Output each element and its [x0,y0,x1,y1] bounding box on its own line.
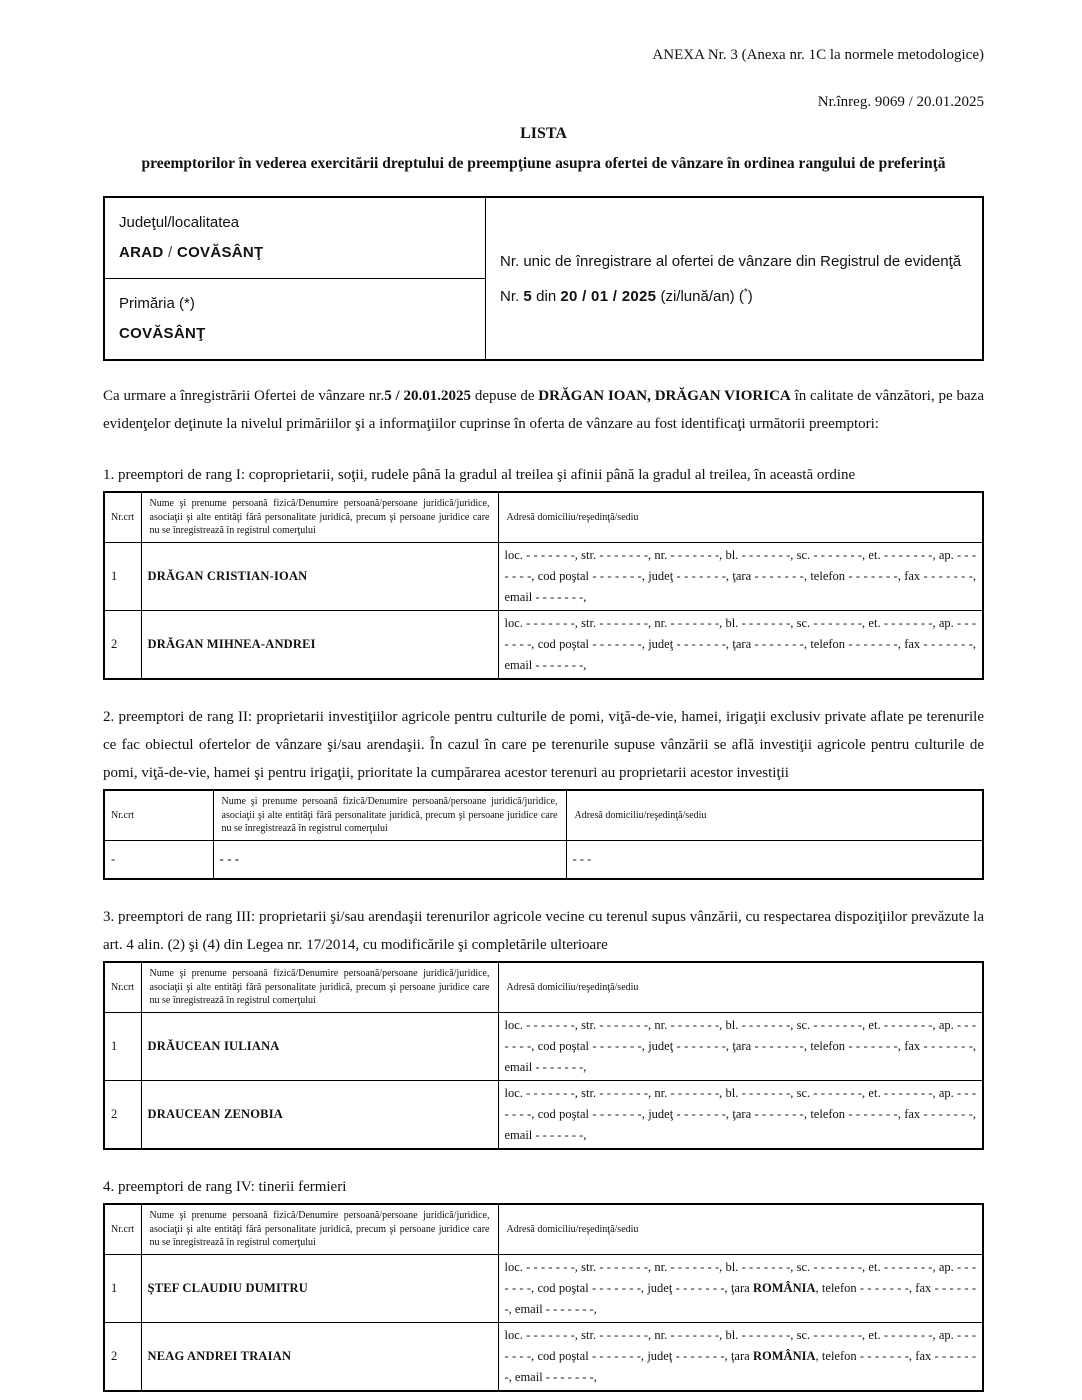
row-number: 2 [104,1081,141,1150]
table-header-row [104,962,983,1013]
county-name: ARAD [119,244,164,261]
table-row [104,1081,983,1150]
reg-nr-number: 5 [523,287,532,305]
preemptor-sections [103,461,984,1392]
preemptor-name: NEAG ANDREI TRAIAN [141,1323,498,1392]
address-before-country: loc. - - - - - - -, str. - - - - - - -, nr. - - - - - - -, bl. - - - - - - -, sc. - - - - - - -, et. - - - - - - -, ap. - - - - - - -, cod poştal - - - - - - -, judeţ - - - - - - -, ţara [504,1018,976,1053]
row-number: 1 [104,543,141,611]
city-hall-label: Primăria (*) [119,295,195,312]
preemptor-address [498,1081,983,1150]
col-header-nrcrt: Nr.crt [104,492,141,543]
anexa-reference-line: ANEXA Nr. 3 (Anexa nr. 1C la normele metodologice) [652,47,984,63]
address-country: - - - - - - - [754,637,804,651]
row-number: - [104,841,213,880]
address-after-country: , telefon - - - - - - -, fax - - - - - - -, email - - - - - - -, [504,637,976,672]
address-after-country: , telefon - - - - - - -, fax - - - - - - -, email - - - - - - -, [504,1281,977,1316]
address-after-country: , telefon - - - - - - -, fax - - - - - - -, email - - - - - - -, [504,1039,976,1074]
reg-nr-prefix: Nr. [500,287,524,305]
address-after-country: , telefon - - - - - - -, fax - - - - - - -, email - - - - - - -, [504,1107,976,1142]
reg-nr-date: 20 / 01 / 2025 [560,287,657,305]
col-header-name: Nume şi prenume persoană fizică/Denumire persoană/persoane juridică/juridice, asociaţii şi alte entităţi fără personalitate juridică, precum şi persoane juridice care nu se înregistrează în registrul comerţului [213,790,566,841]
preemptors-table [103,1203,984,1392]
registration-number-value [500,277,968,312]
preemptors-table [103,961,984,1150]
preemptor-name: DRĂGAN CRISTIAN-IOAN [141,543,498,611]
col-header-name: Nume şi prenume persoană fizică/Denumire persoană/persoane juridică/juridice, asociaţii şi alte entităţi fără personalitate juridică, precum şi persoane juridice care nu se înregistrează în registrul comerţului [141,1204,498,1255]
preemptor-rank-section [103,461,984,680]
col-header-nrcrt: Nr.crt [104,790,213,841]
address-before-country: - - - [572,852,592,866]
preemptors-table [103,789,984,880]
section-heading: 3. preemptori de rang III: proprietarii şi/sau arendaşii terenurilor agricole vecine cu terenul supus vânzării, cu respectarea dispoziţiilor prevăzute la art. 4 alin. (2) şi (4) din Legea nr. 17/2014, cu modificările şi completările ulterioare [103,909,984,953]
preemptor-address [498,1323,983,1392]
section-heading: 2. preemptori de rang II: proprietarii investiţiilor agricole pentru culturile de pomi, viţă-de-vie, hamei, irigaţii exclusiv private aflate pe terenurile ce fac obiectul ofertelor de vânzare şi/sau arendaşii. În cazul în care pe terenurile supuse vânzării se află investiţii agricole pentru culturile de pomi, viţă-de-vie, hamei şi pentru irigaţii, prioritate la cumpărarea acestor terenuri au proprietarii acestor investiţii [103,709,984,781]
address-after-country: , telefon - - - - - - -, fax - - - - - - -, email - - - - - - -, [504,1349,977,1384]
table-row [104,841,983,880]
address-country: - - - - - - - [754,1039,804,1053]
document-subtitle: preemptorilor în vederea exercitării dreptului de preempţiune asupra ofertei de vânzare în ordinea rangului de preferinţă [141,155,946,172]
col-header-name: Nume şi prenume persoană fizică/Denumire persoană/persoane juridică/juridice, asociaţii şi alte entităţi fără personalitate juridică, precum şi persoane juridice care nu se înregistrează în registrul comerţului [141,962,498,1013]
row-number: 1 [104,1255,141,1323]
table-row [104,1323,983,1392]
col-header-address: Adresă domiciliu/reşedinţă/sediu [566,790,983,841]
preemptor-address [498,611,983,680]
preemptor-address [498,1255,983,1323]
row-number: 1 [104,1013,141,1081]
col-header-address: Adresă domiciliu/reşedinţă/sediu [498,492,983,543]
preemptor-rank-section [103,703,984,880]
county-registration-table [103,196,984,361]
table-header-row [104,790,983,841]
address-before-country: loc. - - - - - - -, str. - - - - - - -, nr. - - - - - - -, bl. - - - - - - -, sc. - - - - - - -, et. - - - - - - -, ap. - - - - - - -, cod poştal - - - - - - -, judeţ - - - - - - -, ţara [504,548,976,583]
reg-nr-suffix: (zi/lună/an) ( [656,287,744,305]
sellers-names: DRĂGAN IOAN, DRĂGAN VIORICA [538,388,791,404]
offer-number-date: 5 / 20.01.2025 [384,388,472,404]
document-title: LISTA [520,125,567,142]
address-country: ROMÂNIA [753,1281,816,1295]
table-row [104,543,983,611]
reg-nr-din: din [532,287,561,305]
county-value [119,238,471,268]
city-hall-value: COVĂSÂNŢ [119,325,206,342]
col-header-nrcrt: Nr.crt [104,1204,141,1255]
address-before-country: loc. - - - - - - -, str. - - - - - - -, nr. - - - - - - -, bl. - - - - - - -, sc. - - - - - - -, et. - - - - - - -, ap. - - - - - - -, cod poştal - - - - - - -, judeţ - - - - - - -, ţara [504,1328,976,1363]
address-country: ROMÂNIA [753,1349,816,1363]
col-header-nrcrt: Nr.crt [104,962,141,1013]
locality-name: COVĂSÂNŢ [176,244,264,261]
section-heading: 4. preemptori de rang IV: tinerii fermieri [103,1179,347,1195]
intro-paragraph [103,382,984,438]
col-header-address: Adresă domiciliu/reşedinţă/sediu [498,1204,983,1255]
col-header-address: Adresă domiciliu/reşedinţă/sediu [498,962,983,1013]
county-cell [104,197,486,279]
intro-part1: Ca urmare a înregistrării Ofertei de vânzare nr. [103,388,385,404]
address-after-country: , telefon - - - - - - -, fax - - - - - - -, email - - - - - - -, [504,569,976,604]
preemptor-name: DRĂUCEAN IULIANA [141,1013,498,1081]
col-header-name: Nume şi prenume persoană fizică/Denumire persoană/persoane juridică/juridice, asociaţii şi alte entităţi fără personalitate juridică, precum şi persoane juridice care nu se înregistrează în registrul comerţului [141,492,498,543]
table-row [104,611,983,680]
county-label: Judeţul/localitatea [119,214,240,231]
preemptors-table [103,491,984,680]
address-country: - - - - - - - [754,569,804,583]
preemptor-address [566,841,983,880]
preemptor-name: - - - [213,841,566,880]
county-separator: / [163,244,177,261]
city-hall-cell [104,279,486,361]
preemptor-address [498,543,983,611]
preemptor-rank-section [103,1173,984,1392]
registration-unique-cell [486,197,984,360]
address-before-country: loc. - - - - - - -, str. - - - - - - -, nr. - - - - - - -, bl. - - - - - - -, sc. - - - - - - -, et. - - - - - - -, ap. - - - - - - -, cod poştal - - - - - - -, judeţ - - - - - - -, ţara [504,1260,976,1295]
table-row [104,1013,983,1081]
address-before-country: loc. - - - - - - -, str. - - - - - - -, nr. - - - - - - -, bl. - - - - - - -, sc. - - - - - - -, et. - - - - - - -, ap. - - - - - - -, cod poştal - - - - - - -, judeţ - - - - - - -, ţara [504,616,976,651]
registration-unique-label: Nr. unic de înregistrare al ofertei de vânzare din Registrul de evidenţă [500,252,962,270]
table-header-row [104,492,983,543]
intro-part2: depuse de [471,388,539,404]
registration-number-line: Nr.înreg. 9069 / 20.01.2025 [817,94,984,110]
address-country: - - - - - - - [754,1107,804,1121]
table-header-row [104,1204,983,1255]
row-number: 2 [104,611,141,680]
preemptor-address [498,1013,983,1081]
reg-nr-close: ) [747,287,753,305]
footnote-asterisk: * [743,286,748,298]
address-before-country: loc. - - - - - - -, str. - - - - - - -, nr. - - - - - - -, bl. - - - - - - -, sc. - - - - - - -, et. - - - - - - -, ap. - - - - - - -, cod poştal - - - - - - -, judeţ - - - - - - -, ţara [504,1086,976,1121]
preemptor-name: DRAUCEAN ZENOBIA [141,1081,498,1150]
table-row [104,1255,983,1323]
preemptor-name: ŞTEF CLAUDIU DUMITRU [141,1255,498,1323]
preemptor-rank-section [103,903,984,1150]
row-number: 2 [104,1323,141,1392]
intro-part3: în calitate de vânzători, pe baza evidenţelor deţinute la nivelul primăriilor şi a informaţiilor cuprinse în oferta de vânzare au fost identificaţi următorii preemptori: [103,388,984,432]
section-heading: 1. preemptori de rang I: coproprietarii, soţii, rudele până la gradul al treilea şi afinii până la gradul al treilea, în această ordine [103,467,856,483]
preemptor-name: DRĂGAN MIHNEA-ANDREI [141,611,498,680]
